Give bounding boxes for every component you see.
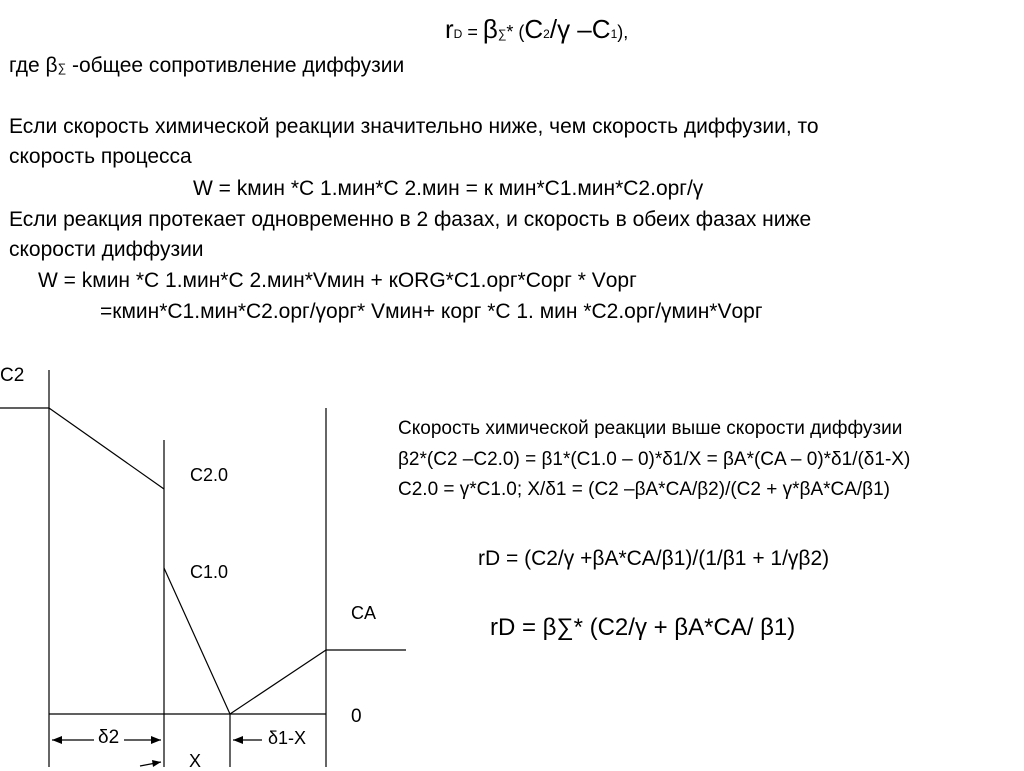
right-eq3: rD = (C2/γ +βA*CA/β1)/(1/β1 + 1/γβ2) [478, 547, 830, 570]
right-eq4: rD = β∑* (C2/γ + βA*CA/ β1) [490, 614, 796, 641]
c2-film-profile [49, 408, 164, 489]
top-formula-beta: β [482, 14, 498, 44]
label-ca: CA [351, 603, 377, 623]
label-delta1x: δ1-X [268, 728, 307, 748]
label-zero: 0 [351, 706, 362, 727]
top-formula-open: * ( [506, 22, 525, 42]
label-c20: C2.0 [190, 465, 229, 485]
top-formula-c1-sub: 1 [610, 27, 618, 41]
para1-line2: скорость процесса [9, 145, 192, 168]
top-formula-c2: C [524, 14, 544, 44]
top-formula-c1: C [591, 14, 611, 44]
top-formula-text: r [445, 14, 454, 44]
top-formula-c2-sub: 2 [543, 27, 550, 41]
formula-w2: W = kмин *C 1.мин*C 2.мин*Vмин + кORG*C1.орг*Cорг * Vорг [38, 269, 637, 292]
arrowhead-delta1x [233, 736, 243, 744]
label-c2: C2 [0, 365, 25, 386]
label-x: X [189, 751, 202, 771]
where-sub: ∑ [57, 61, 67, 75]
c1-film-profile [164, 568, 230, 714]
top-formula-gamma: /γ – [549, 14, 592, 44]
top-formula-eq: = [462, 22, 483, 42]
top-formula-close: ), [617, 22, 629, 42]
top-formula-sub-d: D [453, 27, 463, 41]
arrowhead-delta2-left [52, 736, 62, 744]
para1-line1: Если скорость химической реакции значительно ниже, чем скорость диффузии, то [9, 115, 819, 138]
top-formula-beta-sub: ∑ [497, 27, 507, 41]
para2-line2: скорости диффузии [9, 238, 204, 261]
para2-line1: Если реакция протекает одновременно в 2 фазах, и скорость в обеих фазах ниже [9, 208, 812, 231]
where-prefix: где β [9, 54, 58, 77]
formula-w1: W = kмин *C 1.мин*C 2.мин = к мин*C1.мин*C2.орг/γ [193, 177, 704, 200]
label-delta2: δ2 [98, 727, 120, 748]
formula-w3: =кмин*C1.мин*C2.орг/γорг* Vмин+ корг *C 1. мин *C2.орг/γмин*Vорг [100, 300, 763, 323]
arrowhead-delta2-right [151, 736, 161, 744]
right-eq2: C2.0 = γ*C1.0; X/δ1 = (C2 –βA*CA/β2)/(C2 + γ*βA*CA/β1) [398, 479, 891, 500]
label-c10: C1.0 [190, 562, 229, 582]
arrowhead-x [152, 760, 161, 767]
right-eq1: β2*(C2 –C2.0) = β1*(C1.0 – 0)*δ1/X = βA*(CA – 0)*δ1/(δ1-X) [398, 449, 911, 470]
right-heading: Скорость химической реакции выше скорости диффузии [398, 418, 903, 439]
ca-film-profile [230, 650, 326, 714]
where-rest: -общее сопротивление диффузии [66, 54, 405, 77]
